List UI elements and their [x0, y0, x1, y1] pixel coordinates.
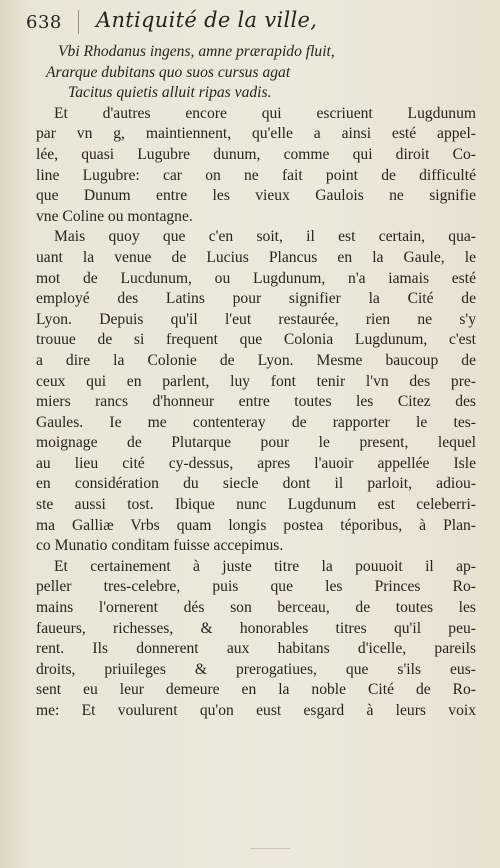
- text-line: uant la venue de Lucius Plancus en la Gaule, le: [36, 248, 476, 266]
- text-line: ceux qui en parlent, luy font tenir l'vn des pre-: [36, 372, 476, 390]
- text-line: au lieu cité cy-dessus, apres l'auoir appellée Isle: [36, 454, 476, 472]
- page-header: [26, 6, 480, 32]
- text-line: lée, quasi Lugubre dunum, comme qui diroit Co-: [36, 145, 476, 163]
- text-line: droits, priuileges & prerogatiues, que s'ils eus-: [36, 660, 476, 678]
- text-line: rent. Ils donnerent aux habitans d'icelle, pareils: [36, 640, 476, 658]
- text-line: Mais quoy que c'en soit, il est certain, qua-: [54, 228, 476, 246]
- text-line: ma Galliæ Vrbs quam longis postea téporibus, à Plan-: [36, 516, 476, 534]
- text-line: en considération du siecle dont il parloit, adiou-: [36, 475, 476, 493]
- text-line: moignage de Plutarque pour le present, lequel: [36, 434, 476, 452]
- body-text: [36, 42, 476, 722]
- page-number: 638: [26, 12, 62, 33]
- text-line: sent eu leur demeure en la noble Cité de Ro-: [36, 681, 476, 699]
- text-line: Ararque dubitans quo suos cursus agat: [46, 63, 291, 81]
- text-line: mains l'ornerent dés son berceau, de toutes les: [36, 599, 476, 617]
- text-line: vne Coline ou montagne.: [36, 207, 193, 225]
- text-line: Et d'autres encore qui escriuent Lugdunum: [54, 104, 476, 122]
- header-divider: [78, 10, 79, 34]
- text-line: trouue de si frequent que Colonia Lugdunum, c'est: [36, 331, 476, 349]
- text-line: employé des Latins pour signifier la Cité de: [36, 290, 476, 308]
- text-line: Lyon. Depuis qu'il l'eut restaurée, rien ne s'y: [36, 310, 476, 328]
- text-line: line Lugubre: car on ne fait point de difficulté: [36, 166, 476, 184]
- text-line: faueurs, richesses, & honorables titres qu'il peu-: [36, 619, 476, 637]
- text-line: peller tres-celebre, puis que les Princes Ro-: [36, 578, 476, 596]
- text-line: a dire la Colonie de Lyon. Mesme baucoup de: [36, 351, 476, 369]
- text-line: par vn g, maintiennent, qu'elle a ainsi esté appel-: [36, 125, 476, 143]
- text-line: miers rancs d'honneur entre toutes les Citez des: [36, 393, 476, 411]
- page-mark: [250, 848, 290, 857]
- running-title: Antiquité de la ville,: [96, 8, 318, 32]
- text-line: me: Et voulurent qu'on eust esgard à leurs voix: [36, 702, 476, 719]
- text-line: Tacitus quietis alluit ripas vadis.: [68, 84, 272, 102]
- text-line: Et certainement à juste titre la pouuoit il ap-: [54, 557, 476, 575]
- text-line: ste aussi tost. Ibique nunc Lugdunum est celeberri-: [36, 496, 476, 514]
- text-line: que Dunum entre les vieux Gaulois ne signifie: [36, 187, 476, 205]
- text-line: mot de Lucdunum, ou Lugdunum, n'a iamais esté: [36, 269, 476, 287]
- text-line: co Munatio conditam fuisse accepimus.: [36, 537, 284, 555]
- text-line: Gaules. Ie me contenteray de rapporter le tes-: [36, 413, 476, 431]
- text-line: Vbi Rhodanus ingens, amne prærapido fluit,: [58, 43, 335, 60]
